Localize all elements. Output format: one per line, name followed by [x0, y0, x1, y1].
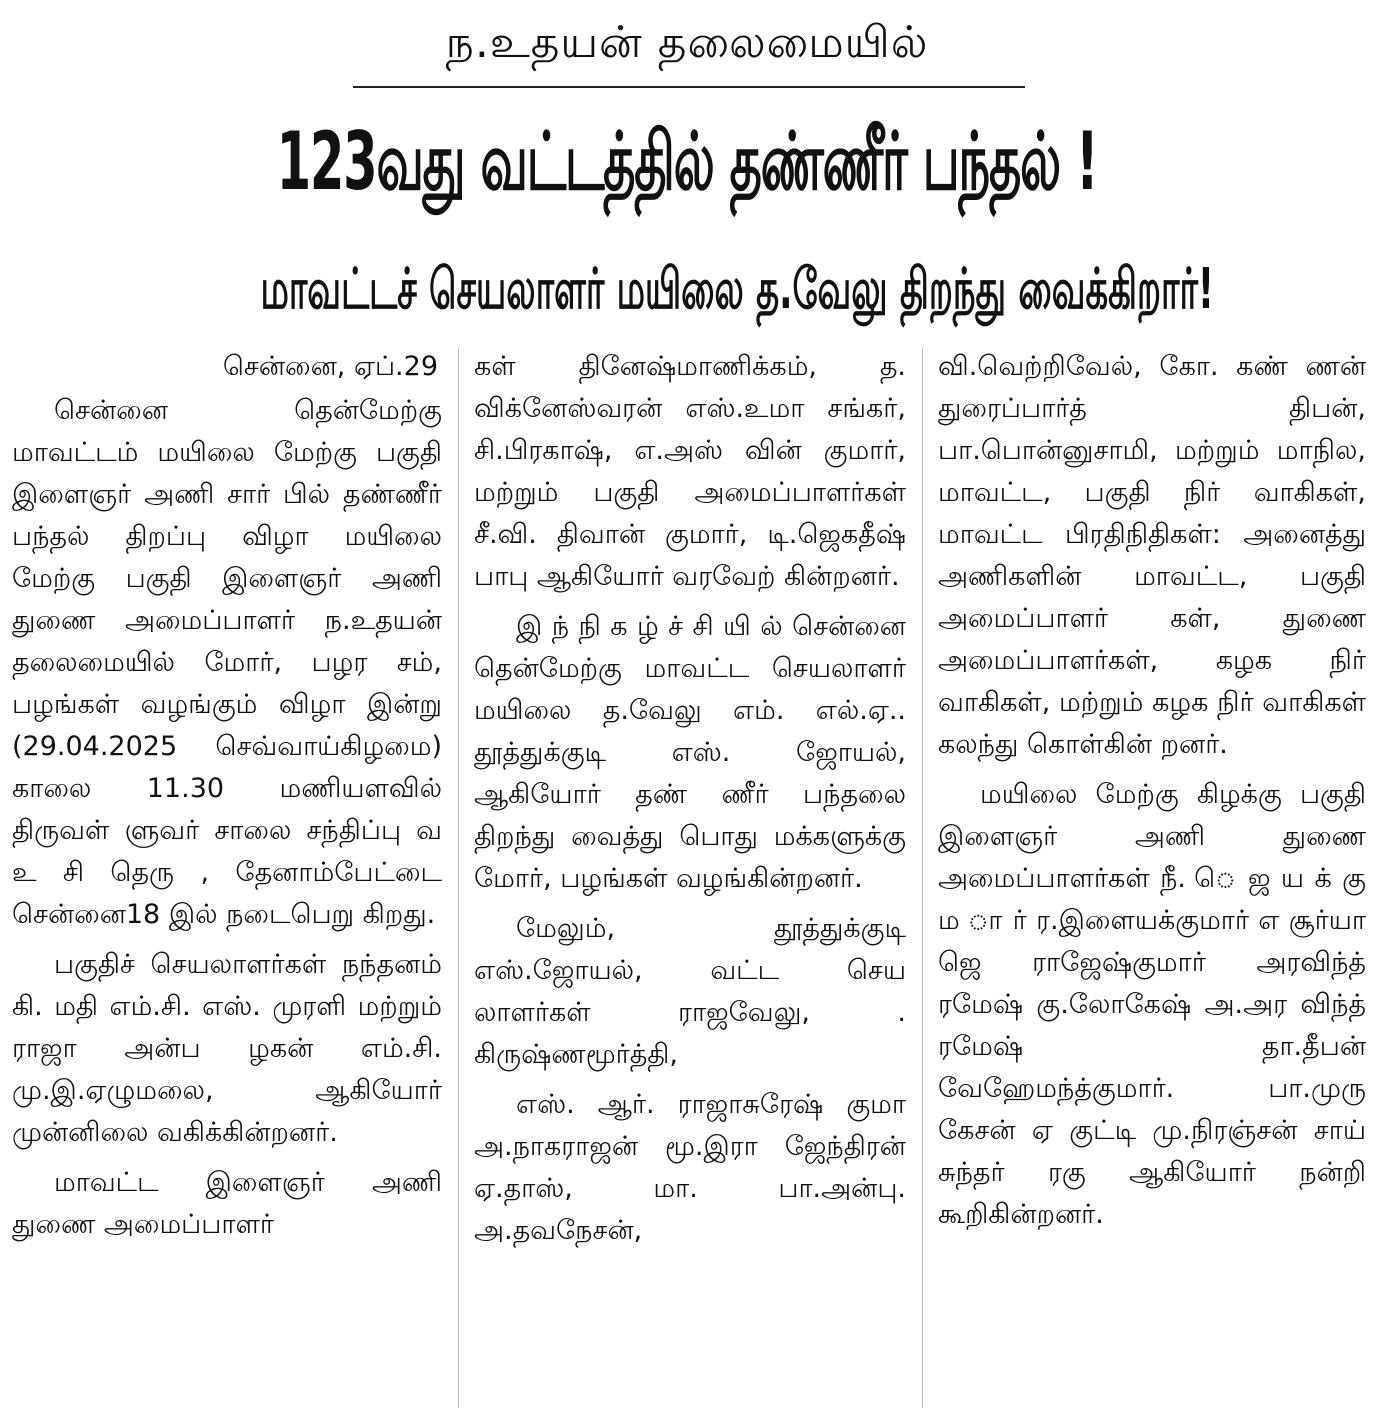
paragraph: சென்னை தென்மேற்கு மாவட்டம் மயிலை மேற்கு பகுதி இளைஞர் அணி சார் பில் தண்ணீர் பந்தல் திறப்பு விழா மயிலை மேற்கு பகுதி இளைஞர் அணி துணை அமைப்பாளர் ந.உதயன் தலைமையில் மோர், பழர சம், பழங்கள் வழங்கும் விழா இன்று (29.04.2025 செவ்வாய்கிழமை) காலை 11.30 மணியளவில் திருவள் ளுவர் சாலை சந்திப்பு வ உ சி தெரு , தேனாம்பேட்டை சென்னை18 இல் நடைபெறு கிறது. — [12, 395, 442, 930]
column-divider — [922, 348, 923, 1408]
paragraph: எஸ். ஆர். ராஜாசுரேஷ் குமா அ.நாகராஜன் மூ.இரா ஜேந்திரன் ஏ.தாஸ், மா. பா.அன்பு. அ.தவநேசன், — [474, 1089, 906, 1246]
paragraph: மேலும், தூத்துக்குடி எஸ்.ஜோயல், வட்ட செய லாளர்கள் ராஜவேலு, . கிருஷ்ணமூர்த்தி, — [474, 913, 906, 1070]
headline: 123வது வட்டத்தில் தண்ணீர் பந்தல் ! — [276, 115, 1098, 208]
paragraph: மாவட்ட இளைஞர் அணி துணை அமைப்பாளர் — [12, 1167, 442, 1240]
subheadline: மாவட்டச் செயலாளர் மயிலை த.வேலு திறந்து வைக்கிறார்! — [260, 257, 1214, 322]
paragraph: இ ந் நி க ழ் ச் சி யி ல் சென்னை தென்மேற்கு மாவட்ட செயலாளர் மயிலை த.வேலு எம். எல்.ஏ.. தூத்துக்குடி எஸ். ஜோயல், ஆகியோர் தண் ணீர் பந்தலை திறந்து வைத்து பொது மக்களுக்கு மோர், பழங்கள் வழங்கின்றனர். — [474, 611, 906, 894]
paragraph: கள் தினேஷ்மாணிக்கம், த. விக்னேஸ்வரன் எஸ்.உமா சங்கர், சி.பிரகாஷ், எ.அஸ் வின் குமார், மற்றும் பகுதி அமைப்பாளர்கள் சீ.வி. திவான் குமார், டி.ஜெகதீஷ் பாபு ஆகியோர் வரவேற் கின்றனர். — [474, 351, 906, 592]
paragraph: மயிலை மேற்கு கிழக்கு பகுதி இளைஞர் அணி துணை அமைப்பாளர்கள் நீ. ெ ஜ ய க் கு ம ா ர் ர.இளையக்குமார் எ சூர்யா ஜெ ராஜேஷ்குமார் அரவிந்த் ரமேஷ் கு.லோகேஷ் அ.அர விந்த் ரமேஷ் தா.தீபன் வேஹேமந்த்குமார். பா.முரு கேசன் ஏ குட்டி மு.நிரஞ்சன் சாய் சுந்தர் ரகு ஆகியோர் நன்றி கூறிகின்றனர். — [938, 779, 1366, 1230]
article-column-1 — [12, 346, 442, 1412]
paragraph: வி.வெற்றிவேல், கோ. கண் ணன் துரைப்பார்த் திபன், பா.பொன்னுசாமி, மற்றும் மாநில, மாவட்ட, பகுதி நிர் வாகிகள், மாவட்ட பிரதிநிதிகள்: அனைத்து அணிகளின் மாவட்ட, பகுதி அமைப்பாளர் கள், துணை அமைப்பாளர்கள், கழக நிர் வாகிகள், மற்றும் கழக நிர் வாகிகள் கலந்து கொள்கின் றனர். — [938, 351, 1366, 760]
article-column-2 — [474, 346, 906, 1412]
dateline: சென்னை, ஏப்.29 — [222, 351, 438, 382]
column-divider — [458, 348, 459, 1408]
kicker — [0, 12, 1374, 74]
article-column-3 — [938, 346, 1366, 1412]
paragraph: பகுதிச் செயலாளர்கள் நந்தனம் கி. மதி எம்.சி. எஸ். முரளி மற்றும் ராஜா அன்ப ழகன் எம்.சி. மு.இ.ஏழுமலை, ஆகியோர் முன்னிலை வகிக்கின்றனர். — [12, 949, 442, 1148]
kicker-underline — [353, 86, 1025, 88]
kicker-text: ந.உதயன் தலைமையில் — [445, 17, 929, 68]
